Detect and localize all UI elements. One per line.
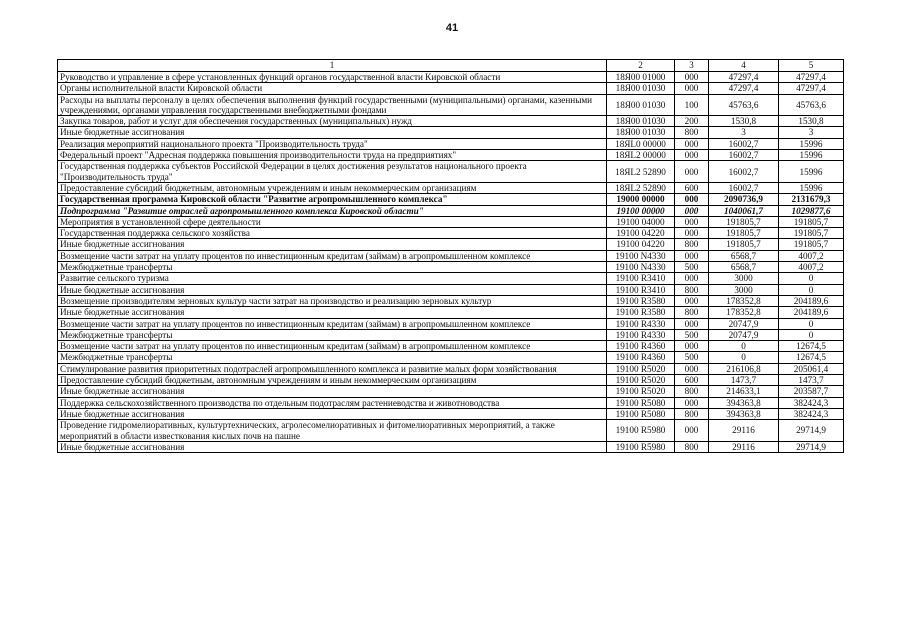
table-row: [58, 182, 844, 193]
cell-value-2: 15996: [779, 138, 844, 149]
cell-code: 19100 04220: [607, 239, 675, 250]
table-row: [58, 138, 844, 149]
table-row: [58, 386, 844, 397]
cell-code: 18Я00 01030: [607, 116, 675, 127]
cell-name: Поддержка сельскохозяйственного производства по отдельным подотраслям растениеводства и животноводства: [58, 397, 607, 408]
table-row: [58, 72, 844, 83]
cell-code: 19100 R3410: [607, 284, 675, 295]
cell-type: 800: [675, 284, 709, 295]
cell-value-1: 47297,4: [709, 83, 779, 94]
cell-type: 500: [675, 262, 709, 273]
cell-value-2: 191805,7: [779, 228, 844, 239]
cell-value-2: 15996: [779, 150, 844, 161]
cell-value-1: 394363,8: [709, 397, 779, 408]
cell-type: 800: [675, 408, 709, 419]
table-row: [58, 284, 844, 295]
cell-name: Проведение гидромелиоративных, культуртехнических, агролесомелиоративных и фитомелиоративных мероприятий, а также мероприятий в области известкования кислых почв на пашне: [58, 420, 607, 442]
cell-value-2: 29714,9: [779, 441, 844, 452]
cell-code: 19100 N4330: [607, 250, 675, 261]
cell-value-2: 1473,7: [779, 375, 844, 386]
table-row: [58, 329, 844, 340]
table-row: [58, 228, 844, 239]
table-body: [58, 72, 844, 453]
cell-value-1: 47297,4: [709, 72, 779, 83]
column-header-value-1: 4: [709, 60, 779, 72]
cell-type: 800: [675, 127, 709, 138]
cell-value-1: 1473,7: [709, 375, 779, 386]
cell-value-1: 20747,9: [709, 318, 779, 329]
table-row: [58, 318, 844, 329]
cell-code: 18Я00 01030: [607, 94, 675, 116]
cell-value-1: 1040061,7: [709, 205, 779, 216]
cell-type: 000: [675, 216, 709, 227]
cell-value-1: 394363,8: [709, 408, 779, 419]
cell-value-2: 47297,4: [779, 72, 844, 83]
cell-type: 000: [675, 341, 709, 352]
cell-type: 000: [675, 273, 709, 284]
cell-value-1: 191805,7: [709, 216, 779, 227]
cell-code: 18ЯL0 00000: [607, 138, 675, 149]
cell-type: 000: [675, 150, 709, 161]
cell-value-1: 178352,8: [709, 307, 779, 318]
table-row: [58, 250, 844, 261]
cell-name: Реализация мероприятий национального проекта "Производительность труда": [58, 138, 607, 149]
cell-value-2: 1029877,6: [779, 205, 844, 216]
cell-value-2: 45763,6: [779, 94, 844, 116]
table-row: [58, 397, 844, 408]
cell-type: 600: [675, 375, 709, 386]
cell-value-2: 0: [779, 273, 844, 284]
cell-value-2: 12674,5: [779, 341, 844, 352]
table-row: [58, 273, 844, 284]
cell-code: 18ЯL2 00000: [607, 150, 675, 161]
cell-value-1: 29116: [709, 441, 779, 452]
cell-value-1: 2090736,9: [709, 194, 779, 205]
table-row: [58, 262, 844, 273]
cell-value-2: 191805,7: [779, 239, 844, 250]
cell-code: 19100 R5020: [607, 363, 675, 374]
cell-code: 19100 R5020: [607, 375, 675, 386]
cell-value-1: 0: [709, 341, 779, 352]
cell-code: 19100 N4330: [607, 262, 675, 273]
cell-value-2: 4007,2: [779, 250, 844, 261]
cell-code: 19100 R4330: [607, 329, 675, 340]
cell-value-2: 204189,6: [779, 307, 844, 318]
cell-value-2: 15996: [779, 182, 844, 193]
cell-value-1: 16002,7: [709, 138, 779, 149]
cell-value-1: 191805,7: [709, 239, 779, 250]
cell-code: 19100 R5080: [607, 397, 675, 408]
cell-value-1: 29116: [709, 420, 779, 442]
budget-table: [57, 59, 844, 453]
cell-name: Государственная поддержка сельского хозяйства: [58, 228, 607, 239]
cell-value-2: 0: [779, 318, 844, 329]
cell-type: 500: [675, 329, 709, 340]
column-header-name: 1: [58, 60, 607, 72]
cell-code: 19000 00000: [607, 194, 675, 205]
cell-name: Закупка товаров, работ и услуг для обеспечения государственных (муниципальных) нужд: [58, 116, 607, 127]
table-row: [58, 83, 844, 94]
table-row: [58, 295, 844, 306]
cell-name: Межбюджетные трансферты: [58, 329, 607, 340]
table-row: [58, 408, 844, 419]
cell-value-1: 1530,8: [709, 116, 779, 127]
cell-name: Мероприятия в установленной сфере деятельности: [58, 216, 607, 227]
cell-code: 19100 00000: [607, 205, 675, 216]
cell-value-1: 214633,1: [709, 386, 779, 397]
cell-code: 18ЯL2 52890: [607, 161, 675, 183]
table-row: [58, 363, 844, 374]
cell-value-2: 3: [779, 127, 844, 138]
cell-name: Возмещение производителям зерновых культур части затрат на производство и реализацию зерновых культур: [58, 295, 607, 306]
cell-name: Иные бюджетные ассигнования: [58, 386, 607, 397]
cell-code: 19100 R5080: [607, 408, 675, 419]
cell-name: Возмещение части затрат на уплату процентов по инвестиционным кредитам (займам) в агропромышленном комплексе: [58, 318, 607, 329]
cell-value-1: 45763,6: [709, 94, 779, 116]
cell-type: 000: [675, 194, 709, 205]
cell-name: Иные бюджетные ассигнования: [58, 441, 607, 452]
cell-type: 000: [675, 205, 709, 216]
cell-value-2: 15996: [779, 161, 844, 183]
cell-type: 000: [675, 295, 709, 306]
cell-value-1: 3000: [709, 273, 779, 284]
cell-code: 19100 R5020: [607, 386, 675, 397]
table-row: [58, 239, 844, 250]
cell-value-2: 204189,6: [779, 295, 844, 306]
page-number: 41: [445, 22, 459, 34]
cell-type: 000: [675, 250, 709, 261]
cell-type: 000: [675, 72, 709, 83]
table-header-row: [58, 60, 844, 72]
cell-type: 200: [675, 116, 709, 127]
cell-value-1: 6568,7: [709, 262, 779, 273]
cell-name: Предоставление субсидий бюджетным, автономным учреждениям и иным некоммерческим организациям: [58, 375, 607, 386]
cell-type: 000: [675, 420, 709, 442]
cell-name: Государственная поддержка субъектов Российской Федерации в целях достижения результатов национального проекта "Производительность труда": [58, 161, 607, 183]
cell-name: Возмещение части затрат на уплату процентов по инвестиционным кредитам (займам) в агропромышленном комплексе: [58, 341, 607, 352]
cell-name: Иные бюджетные ассигнования: [58, 127, 607, 138]
cell-name: Федеральный проект "Адресная поддержка повышения производительности труда на предприятиях": [58, 150, 607, 161]
cell-name: Иные бюджетные ассигнования: [58, 408, 607, 419]
cell-name: Стимулирование развития приоритетных подотраслей агропромышленного комплекса и развитие малых форм хозяйствования: [58, 363, 607, 374]
cell-name: Расходы на выплаты персоналу в целях обеспечения выполнения функций государственными (муниципальными) органами, казенными учреждениями, органами управления государственными внебюджетными фондами: [58, 94, 607, 116]
cell-type: 800: [675, 307, 709, 318]
cell-type: 000: [675, 138, 709, 149]
table-row: [58, 94, 844, 116]
table-row: [58, 194, 844, 205]
table-row: [58, 352, 844, 363]
column-header-value-2: 5: [779, 60, 844, 72]
cell-type: 100: [675, 94, 709, 116]
table-row: [58, 127, 844, 138]
table-row: [58, 341, 844, 352]
cell-type: 000: [675, 397, 709, 408]
table-row: [58, 161, 844, 183]
cell-value-2: 203587,7: [779, 386, 844, 397]
cell-code: 19100 R5980: [607, 441, 675, 452]
cell-code: 19100 04000: [607, 216, 675, 227]
cell-code: 19100 R3580: [607, 307, 675, 318]
cell-value-1: 178352,8: [709, 295, 779, 306]
table-row: [58, 420, 844, 442]
cell-code: 19100 R4360: [607, 341, 675, 352]
cell-value-2: 205061,4: [779, 363, 844, 374]
cell-type: 000: [675, 161, 709, 183]
cell-type: 800: [675, 441, 709, 452]
cell-name: Развитие сельского туризма: [58, 273, 607, 284]
cell-code: 18ЯL2 52890: [607, 182, 675, 193]
cell-value-1: 16002,7: [709, 150, 779, 161]
cell-code: 19100 R3580: [607, 295, 675, 306]
cell-code: 19100 R4330: [607, 318, 675, 329]
table-row: [58, 307, 844, 318]
table-row: [58, 205, 844, 216]
table-row: [58, 116, 844, 127]
cell-value-2: 2131679,3: [779, 194, 844, 205]
table-row: [58, 150, 844, 161]
cell-code: 18Я00 01000: [607, 72, 675, 83]
cell-code: 19100 04220: [607, 228, 675, 239]
cell-name: Предоставление субсидий бюджетным, автономным учреждениям и иным некоммерческим организациям: [58, 182, 607, 193]
cell-type: 000: [675, 83, 709, 94]
cell-code: 18Я00 01030: [607, 127, 675, 138]
cell-type: 800: [675, 386, 709, 397]
cell-value-1: 191805,7: [709, 228, 779, 239]
cell-value-2: 382424,3: [779, 397, 844, 408]
table-row: [58, 375, 844, 386]
table-row: [58, 441, 844, 452]
cell-value-2: 47297,4: [779, 83, 844, 94]
cell-type: 600: [675, 182, 709, 193]
column-header-code: 2: [607, 60, 675, 72]
cell-code: 19100 R3410: [607, 273, 675, 284]
cell-name: Подпрограмма "Развитие отраслей агропромышленного комплекса Кировской области": [58, 205, 607, 216]
cell-value-2: 4007,2: [779, 262, 844, 273]
table-row: [58, 216, 844, 227]
cell-value-1: 216106,8: [709, 363, 779, 374]
cell-name: Государственная программа Кировской области "Развитие агропромышленного комплекса": [58, 194, 607, 205]
cell-type: 800: [675, 239, 709, 250]
cell-value-1: 6568,7: [709, 250, 779, 261]
cell-value-1: 16002,7: [709, 161, 779, 183]
cell-value-2: 191805,7: [779, 216, 844, 227]
cell-name: Возмещение части затрат на уплату процентов по инвестиционным кредитам (займам) в агропромышленном комплексе: [58, 250, 607, 261]
cell-code: 19100 R4360: [607, 352, 675, 363]
cell-type: 000: [675, 318, 709, 329]
column-header-type: 3: [675, 60, 709, 72]
cell-value-1: 16002,7: [709, 182, 779, 193]
cell-value-2: 1530,8: [779, 116, 844, 127]
cell-name: Иные бюджетные ассигнования: [58, 239, 607, 250]
cell-name: Межбюджетные трансферты: [58, 352, 607, 363]
cell-value-2: 0: [779, 284, 844, 295]
cell-type: 000: [675, 363, 709, 374]
cell-type: 500: [675, 352, 709, 363]
cell-value-1: 3: [709, 127, 779, 138]
cell-value-2: 0: [779, 329, 844, 340]
cell-code: 18Я00 01030: [607, 83, 675, 94]
cell-value-2: 382424,3: [779, 408, 844, 419]
cell-name: Руководство и управление в сфере установленных функций органов государственной власти Кировской области: [58, 72, 607, 83]
cell-value-1: 20747,9: [709, 329, 779, 340]
cell-name: Иные бюджетные ассигнования: [58, 284, 607, 295]
cell-code: 19100 R5980: [607, 420, 675, 442]
cell-value-1: 0: [709, 352, 779, 363]
cell-name: Иные бюджетные ассигнования: [58, 307, 607, 318]
cell-value-2: 29714,9: [779, 420, 844, 442]
cell-type: 000: [675, 228, 709, 239]
cell-value-1: 3000: [709, 284, 779, 295]
cell-name: Органы исполнительной власти Кировской области: [58, 83, 607, 94]
cell-name: Межбюджетные трансферты: [58, 262, 607, 273]
cell-value-2: 12674,5: [779, 352, 844, 363]
